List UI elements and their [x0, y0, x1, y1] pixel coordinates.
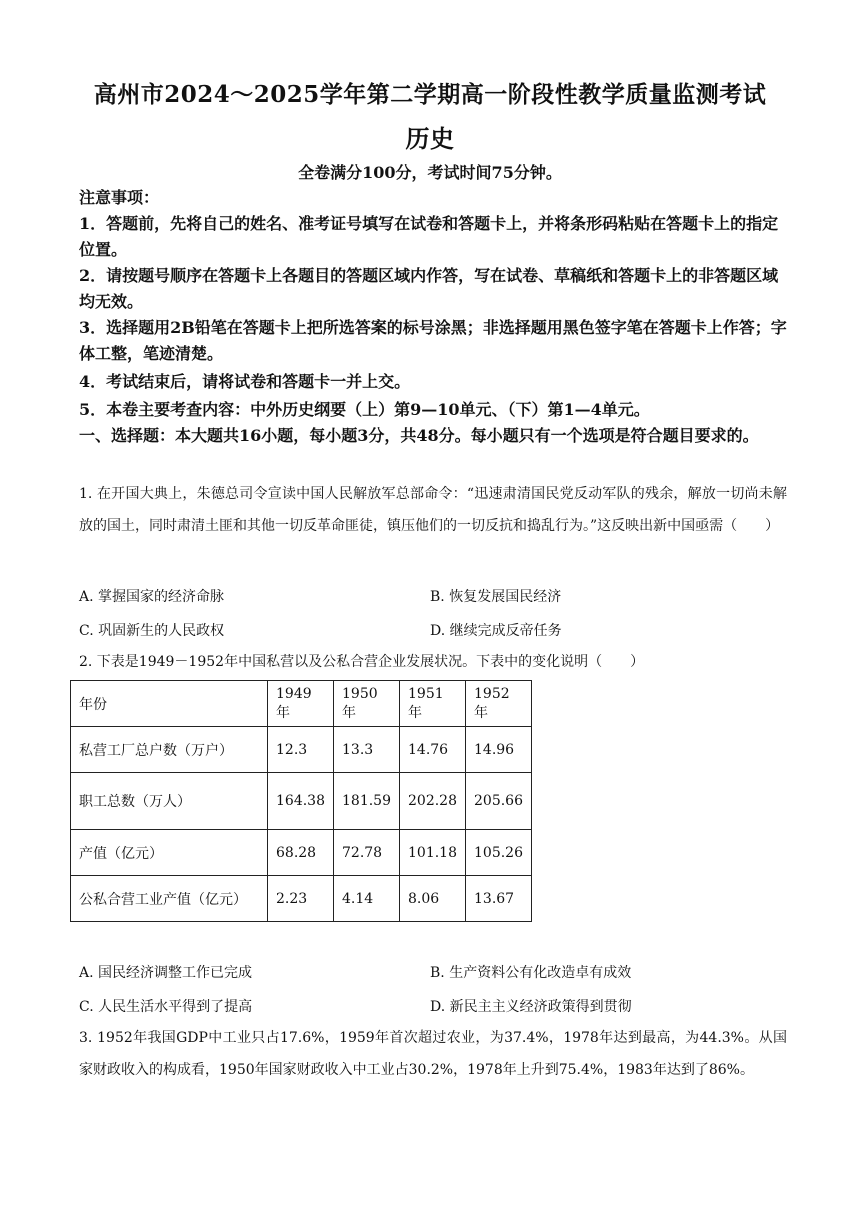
subject-title: 历史: [405, 124, 455, 153]
table-cell: 12.3: [268, 727, 334, 773]
table-cell: 产值（亿元）: [71, 830, 268, 876]
table-cell: 2.23: [268, 876, 334, 922]
table-row: [71, 773, 532, 830]
table-cell: 105.26: [466, 830, 532, 876]
table-cell: 101.18: [400, 830, 466, 876]
note-item-1: 1．答题前，先将自己的姓名、准考证号填写在试卷和答题卡上，并将条形码粘贴在答题卡上的指定位置。: [79, 214, 779, 259]
q2-option-c: C. 人民生活水平得到了提高: [79, 999, 253, 1015]
table-cell: 14.96: [466, 727, 532, 773]
table-header-row: [71, 681, 532, 727]
note-item-2: 2．请按题号顺序在答题卡上各题目的答题区域内作答，写在试卷、草稿纸和答题卡上的非答题区域均无效。: [79, 266, 779, 311]
note-item-5: 5．本卷主要考查内容：中外历史纲要（上）第9—10单元、（下）第1—4单元。: [79, 400, 650, 419]
table-cell: 1952年: [466, 681, 532, 727]
table-row: [71, 727, 532, 773]
table-cell: 公私合营工业产值（亿元）: [71, 876, 268, 922]
table-cell: 13.67: [466, 876, 532, 922]
table-cell: 8.06: [400, 876, 466, 922]
table-cell: 181.59: [334, 773, 400, 830]
table-row: [71, 876, 532, 922]
table-cell: 13.3: [334, 727, 400, 773]
q2-option-d: D. 新民主主义经济政策得到贯彻: [430, 999, 632, 1015]
note-item-4: 4．考试结束后，请将试卷和答题卡一并上交。: [79, 372, 411, 391]
table-cell: 1951年: [400, 681, 466, 727]
question-2-stem: 2. 下表是1949－1952年中国私营以及公私合营企业发展状况。下表中的变化说明（ ）: [79, 654, 645, 670]
q2-option-a: A. 国民经济调整工作已完成: [79, 965, 253, 981]
table-row: [71, 830, 532, 876]
q2-option-b: B. 生产资料公有化改造卓有成效: [430, 965, 632, 981]
question-3-stem: 3. 1952年我国GDP中工业只占17.6%，1959年首次超过农业，为37.4%，1978年达到最高，为44.3%。从国家财政收入的构成看，1950年国家财政收入中工业占30.2%，1978年上升到75.4%，1983年达到了86%。: [79, 1030, 787, 1078]
notes-heading: 注意事项：: [79, 188, 160, 207]
table-cell: 72.78: [334, 830, 400, 876]
table-cell: 14.76: [400, 727, 466, 773]
data-table: [70, 680, 532, 922]
table-cell: 202.28: [400, 773, 466, 830]
table-cell: 职工总数（万人）: [71, 773, 268, 830]
table-cell: 1949年: [268, 681, 334, 727]
exam-title: 高州市2024～2025学年第二学期高一阶段性教学质量监测考试: [93, 81, 767, 108]
table-cell: 164.38: [268, 773, 334, 830]
q1-option-d: D. 继续完成反帝任务: [430, 623, 562, 639]
table-cell: 私营工厂总户数（万户）: [71, 727, 268, 773]
table-cell: 68.28: [268, 830, 334, 876]
note-item-3: 3．选择题用2B铅笔在答题卡上把所选答案的标号涂黑；非选择题用黑色签字笔在答题卡上作答；字体工整，笔迹清楚。: [79, 318, 787, 363]
q1-option-a: A. 掌握国家的经济命脉: [79, 589, 225, 605]
table-cell: 1950年: [334, 681, 400, 727]
q1-option-b: B. 恢复发展国民经济: [430, 589, 562, 605]
exam-info: 全卷满分100分，考试时间75分钟。: [298, 163, 562, 182]
table-cell: 年份: [71, 681, 268, 727]
question-1-stem: 1. 在开国大典上，朱德总司令宣读中国人民解放军总部命令：“迅速肃清国民党反动军队的残余，解放一切尚未解放的国土，同时肃清土匪和其他一切反革命匪徒，镇压他们的一切反抗和捣乱行为。”这反映出新中国亟需（ ）: [79, 486, 787, 534]
table-cell: 4.14: [334, 876, 400, 922]
section-heading: 一、选择题：本大题共16小题，每小题3分，共48分。每小题只有一个选项是符合题目要求的。: [79, 426, 759, 445]
q1-option-c: C. 巩固新生的人民政权: [79, 623, 225, 639]
table-cell: 205.66: [466, 773, 532, 830]
